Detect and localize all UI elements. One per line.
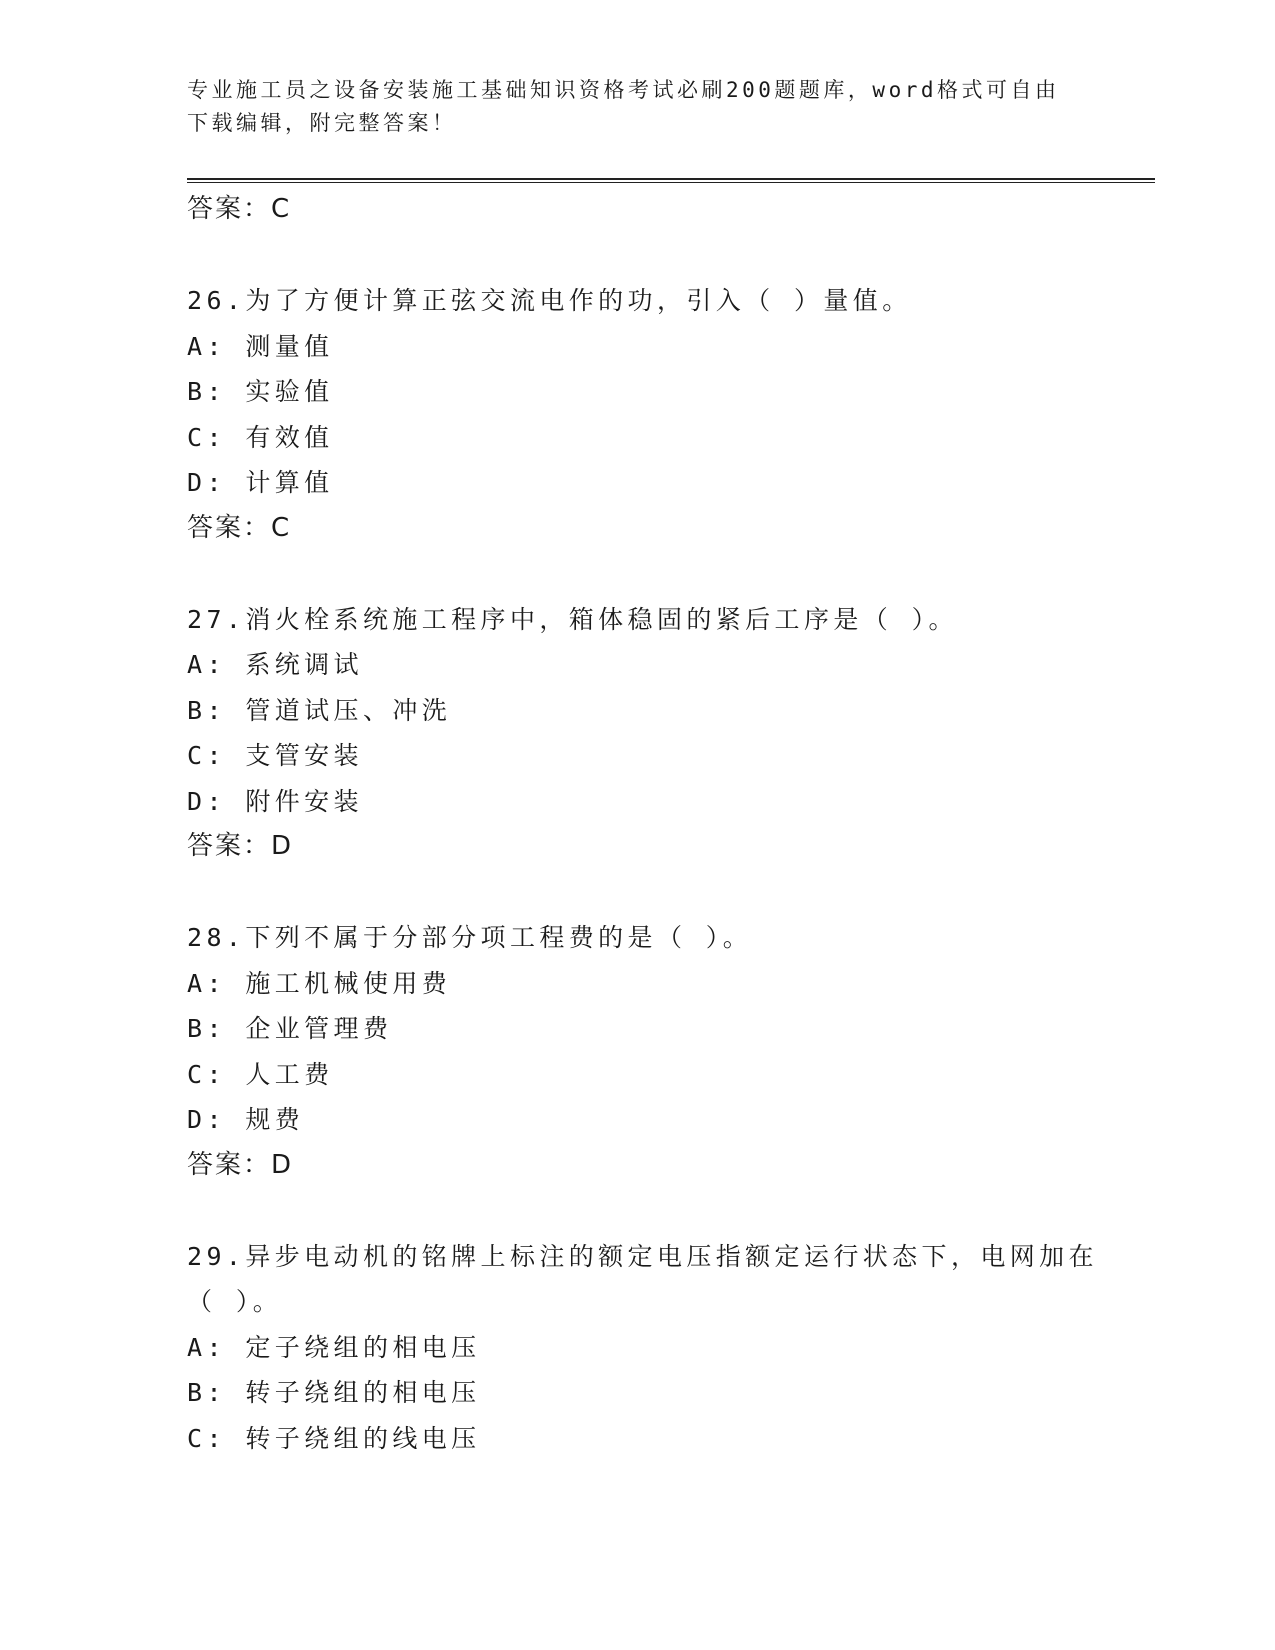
option-c: C: 人工费 [187, 1059, 334, 1089]
spacer [187, 551, 1147, 597]
question-text: 29.异步电动机的铭牌上标注的额定电压指额定运行状态下，电网加在 [187, 1241, 1098, 1271]
answer: 答案：D [187, 1149, 294, 1180]
option-b: B: 转子绕组的相电压 [187, 1378, 481, 1407]
document-header [187, 74, 1087, 140]
option-b: B: 管道试压、冲洗 [187, 695, 452, 725]
question-text: 26.为了方便计算正弦交流电作的功，引入（ ）量值。 [187, 286, 912, 315]
question-27 [187, 597, 1147, 870]
answer: 答案：C [187, 512, 292, 543]
question-text-continued: （ ）。 [187, 1287, 283, 1316]
question-list [187, 187, 1147, 1461]
question-29 [187, 1234, 1147, 1462]
option-b: B: 实验值 [187, 377, 334, 406]
option-a: A: 施工机械使用费 [187, 968, 452, 998]
option-b: B: 企业管理费 [187, 1014, 393, 1043]
question-text: 28.下列不属于分部分项工程费的是（ ）。 [187, 923, 753, 952]
header-divider-thin [187, 182, 1155, 183]
spacer [187, 1188, 1147, 1234]
option-c: C: 有效值 [187, 422, 334, 452]
option-a: A: 测量值 [187, 331, 334, 361]
option-a: A: 系统调试 [187, 650, 363, 679]
answer: 答案：D [187, 831, 294, 861]
spacer [187, 870, 1147, 916]
header-line-1: 专业施工员之设备安装施工基础知识资格考试必刷200题题库，word格式可自由 [187, 78, 1060, 102]
option-d: D: 规费 [187, 1105, 305, 1134]
option-c: C: 转子绕组的线电压 [187, 1423, 481, 1453]
spacer [187, 233, 1147, 279]
option-d: D: 计算值 [187, 468, 334, 497]
option-a: A: 定子绕组的相电压 [187, 1332, 481, 1362]
question-28 [187, 915, 1147, 1188]
question-26 [187, 278, 1147, 551]
header-line-2: 下载编辑，附完整答案！ [187, 111, 457, 135]
option-c: C: 支管安装 [187, 741, 363, 770]
question-text: 27.消火栓系统施工程序中，箱体稳固的紧后工序是（ ）。 [187, 604, 958, 634]
previous-answer: 答案：C [187, 194, 292, 224]
header-divider-thick [187, 178, 1155, 180]
option-d: D: 附件安装 [187, 786, 363, 816]
